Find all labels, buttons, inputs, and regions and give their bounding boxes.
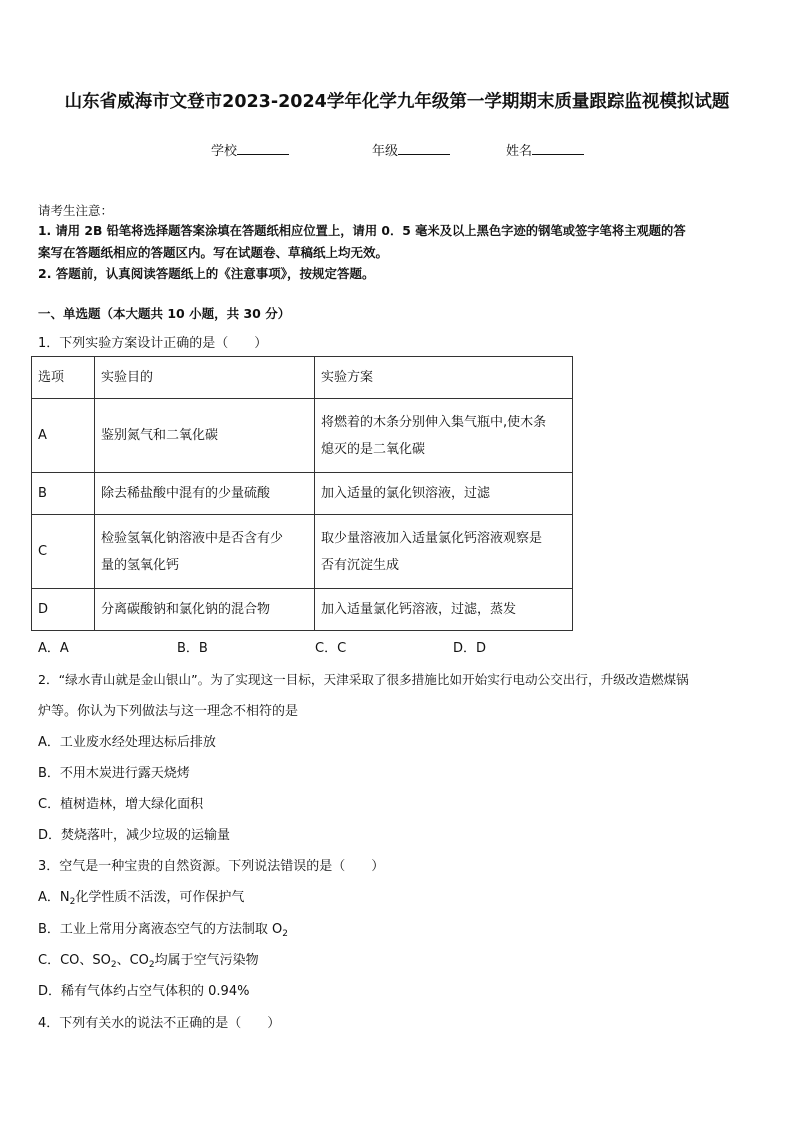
row-c-purpose-line-2: 量的氢氧化钙	[101, 557, 180, 573]
row-b-purpose: 除去稀盐酸中混有的少量硫酸	[95, 473, 315, 515]
q3-option-c-sub-2: 2	[148, 960, 155, 970]
row-a-plan-line-2: 熄灭的是二氧化碳	[321, 441, 426, 457]
q3-option-c-mid: 、CO	[116, 953, 149, 968]
q3-option-a-sub: 2	[69, 897, 76, 907]
row-b-option: B	[32, 473, 95, 515]
grade-field	[372, 140, 450, 159]
row-c-plan-line-2: 否有沉淀生成	[321, 557, 400, 573]
row-a-plan	[315, 399, 573, 473]
name-field	[506, 140, 584, 159]
q1-table	[31, 356, 573, 631]
q3-option-a-pre: A．N	[38, 890, 70, 905]
q2-stem-line-2: 炉等。你认为下列做法与这一理念不相符的是	[38, 704, 299, 719]
header-plan: 实验方案	[315, 357, 573, 399]
notice-heading: 请考生注意：	[38, 203, 114, 218]
q1-option-b[interactable]: B．B	[177, 641, 208, 656]
table-row	[32, 399, 573, 473]
q3-option-c[interactable]	[38, 949, 259, 970]
q3-option-c-sub-1: 2	[110, 960, 117, 970]
name-label: 姓名	[506, 144, 533, 159]
q3-option-b[interactable]	[38, 918, 288, 939]
q3-option-c-post: 均属于空气污染物	[154, 953, 259, 968]
q2-option-a[interactable]: A．工业废水经处理达标后排放	[38, 735, 216, 750]
exam-title: 山东省威海市文登市2023-2024学年化学九年级第一学期期末质量跟踪监视模拟试题	[64, 92, 730, 112]
row-d-option: D	[32, 589, 95, 631]
row-c-plan-line-1: 取少量溶液加入适量氯化钙溶液观察是	[321, 530, 543, 546]
school-blank[interactable]	[237, 140, 289, 155]
row-c-plan	[315, 515, 573, 589]
q1-option-a[interactable]: A．A	[38, 641, 69, 656]
q4-stem: 4．下列有关水的说法不正确的是（ ）	[38, 1016, 281, 1031]
row-d-plan: 加入适量氯化钙溶液，过滤，蒸发	[315, 589, 573, 631]
q1-stem: 1．下列实验方案设计正确的是（ ）	[38, 336, 268, 351]
row-a-plan-line-1: 将燃着的木条分别伸入集气瓶中,使木条	[321, 414, 547, 430]
q2-option-c[interactable]: C．植树造林，增大绿化面积	[38, 797, 204, 812]
row-a-option: A	[32, 399, 95, 473]
table-row	[32, 515, 573, 589]
school-field	[211, 140, 289, 159]
name-blank[interactable]	[532, 140, 584, 155]
table-row	[32, 589, 573, 631]
q3-option-c-pre: C．CO、SO	[38, 953, 111, 968]
notice-item-1-line-2: 案写在答题纸相应的答题区内。写在试题卷、草稿纸上均无效。	[38, 245, 389, 260]
row-c-option: C	[32, 515, 95, 589]
grade-blank[interactable]	[398, 140, 450, 155]
q1-option-d[interactable]: D．D	[453, 641, 487, 656]
table-row	[32, 473, 573, 515]
notice-item-1-line-1: 1. 请用 2B 铅笔将选择题答案涂填在答题纸相应位置上，请用 0．5 毫米及以上黑色字迹的钢笔或签字笔将主观题的答	[38, 224, 686, 238]
grade-label: 年级	[372, 144, 399, 159]
q3-option-b-pre: B．工业上常用分离液态空气的方法制取 O	[38, 922, 283, 937]
q2-option-b[interactable]: B．不用木炭进行露天烧烤	[38, 766, 190, 781]
notice-block	[38, 200, 758, 284]
q1-option-c[interactable]: C．C	[315, 641, 347, 656]
q3-option-b-sub: 2	[282, 929, 289, 939]
header-option: 选项	[32, 357, 95, 399]
row-a-purpose: 鉴别氮气和二氧化碳	[95, 399, 315, 473]
q3-option-a[interactable]	[38, 886, 244, 907]
row-c-purpose-line-1: 检验氢氧化钠溶液中是否含有少	[101, 530, 284, 546]
q3-option-a-post: 化学性质不活泼，可作保护气	[75, 890, 245, 905]
table-header-row	[32, 357, 573, 399]
q3-option-d[interactable]: D．稀有气体约占空气体积的 0.94%	[38, 984, 250, 999]
notice-item-2: 2. 答题前，认真阅读答题纸上的《注意事项》，按规定答题。	[38, 266, 375, 281]
row-d-purpose: 分离碳酸钠和氯化钠的混合物	[95, 589, 315, 631]
row-c-purpose	[95, 515, 315, 589]
school-label: 学校	[211, 144, 238, 159]
q3-stem: 3．空气是一种宝贵的自然资源。下列说法错误的是（ ）	[38, 859, 385, 874]
q2-option-d[interactable]: D．焚烧落叶，减少垃圾的运输量	[38, 828, 231, 843]
header-purpose: 实验目的	[95, 357, 315, 399]
q2-stem-line-1: 2．“绿水青山就是金山银山”。为了实现这一目标，天津采取了很多措施比如开始实行电动公交出行，升级改造燃煤锅	[38, 672, 689, 687]
row-b-plan: 加入适量的氯化钡溶液，过滤	[315, 473, 573, 515]
section-heading-single-choice: 一、单选题（本大题共 10 小题，共 30 分）	[38, 306, 291, 321]
